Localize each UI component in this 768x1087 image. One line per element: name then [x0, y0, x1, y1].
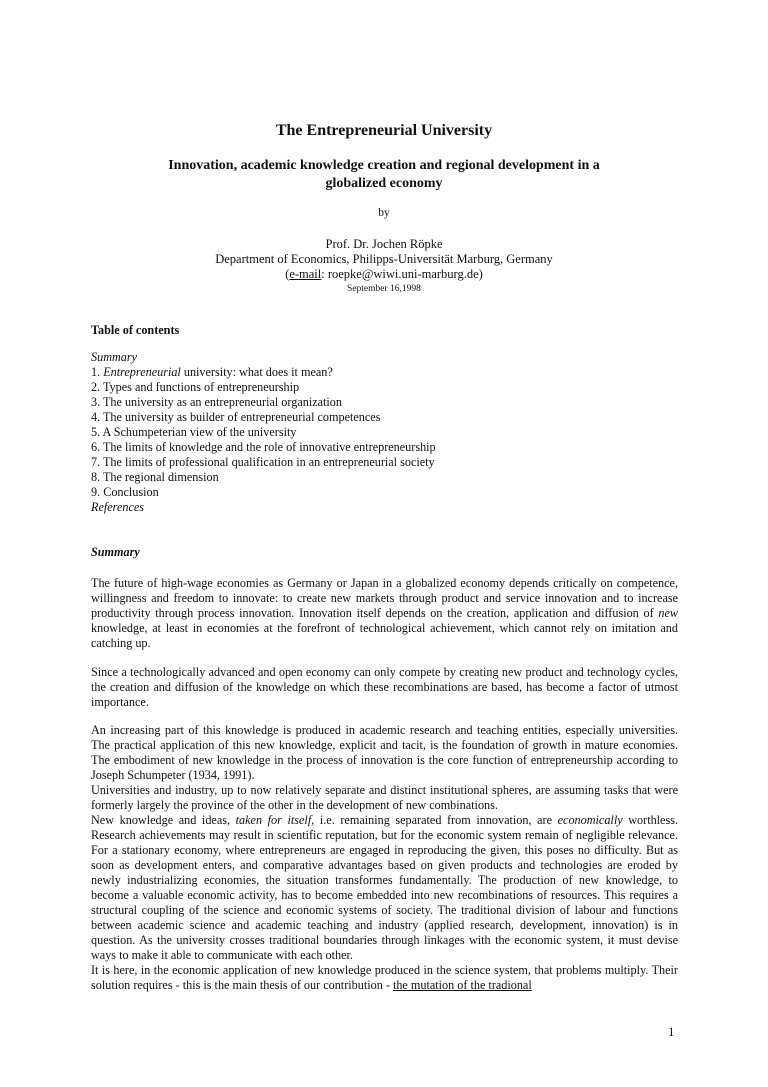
toc-item-4: 4. The university as builder of entrepreneurial competences	[91, 410, 381, 424]
by-label: by	[378, 207, 390, 219]
toc-item-1: 1. Entrepreneurial university: what does it mean?	[91, 365, 333, 379]
toc-item-summary: Summary	[91, 350, 138, 364]
date: September 16,1998	[347, 284, 421, 294]
paper-title: The Entrepreneurial University	[275, 122, 493, 139]
toc-item-8: 8. The regional dimension	[91, 470, 219, 484]
author-block	[0, 237, 768, 297]
department: Department of Economics, Philipps-Universität Marburg, Germany	[215, 252, 553, 266]
paragraph-3d: It is here, in the economic application of new knowledge produced in the science system, that problems multiply. Their solution requires - this is the main thesis of our contribution - the mutation of the tradional	[91, 963, 678, 992]
toc-item-references: References	[91, 500, 145, 514]
subtitle-line-1: Innovation, academic knowledge creation and regional development in a	[168, 158, 600, 173]
page-number: 1	[668, 1024, 675, 1039]
toc-item-7: 7. The limits of professional qualification in an entrepreneurial society	[91, 455, 435, 469]
author-name: Prof. Dr. Jochen Röpke	[325, 237, 443, 251]
email-line: (e-mail: roepke@wiwi.uni-marburg.de)	[285, 267, 483, 281]
toc-item-5: 5. A Schumpeterian view of the university	[91, 425, 297, 439]
summary-paragraph-3	[91, 723, 678, 993]
toc-list	[91, 350, 678, 515]
toc-item-6: 6. The limits of knowledge and the role of innovative entrepreneurship	[91, 440, 436, 454]
email-link-label[interactable]: e-mail	[289, 267, 322, 281]
summary-heading: Summary	[91, 545, 140, 559]
paragraph-3b: Universities and industry, up to now relatively separate and distinct institutional spheres, are assuming tasks that were formerly largely the province of the other in the development of new combinations.	[91, 783, 678, 812]
paper-subtitle	[0, 157, 768, 193]
email-address: : roepke@wiwi.uni-marburg.de)	[321, 267, 483, 281]
toc-item-9: 9. Conclusion	[91, 485, 159, 499]
summary-paragraph-2: Since a technologically advanced and open economy can only compete by creating new product and technology cycles, the creation and diffusion of the knowledge on which these recombinations are based, has become a factor of utmost importance.	[91, 665, 678, 709]
paragraph-3c: New knowledge and ideas, taken for itself, i.e. remaining separated from innovation, are economically worthless. Research achievements may result in scientific reputation, but for the economic system remain of negligible relevance. For a stationary economy, where entrepreneurs are engaged in reproducing the given, this poses no difficulty. But as soon as development enters, and comparative advantages based on given products and technologies are eroded by newly industrializing economies, the situation transformes fundamentally. The production of new knowledge, to become a valuable economic activity, has to become embedded into new recombinations of resources. This requires a structural coupling of the science and economic systems of society. The traditional division of labour and functions between academic science and academic teaching and industry (applied research, development, innovation) is in question. As the university crosses traditional boundaries through linkages with the economic system, it must devise ways to make it able to communicate with each other.	[91, 813, 679, 962]
paragraph-3a: An increasing part of this knowledge is produced in academic research and teaching entities, especially universities. The practical application of this new knowledge, explicit and tacit, is the foundation of growth in mature economies. The embodiment of new knowledge in the process of innovation is the core function of entrepreneurship according to Joseph Schumpeter (1934, 1991).	[91, 723, 678, 782]
toc-heading: Table of contents	[91, 323, 180, 337]
toc-item-2: 2. Types and functions of entrepreneurship	[91, 380, 300, 394]
subtitle-line-2: globalized economy	[325, 176, 443, 191]
toc-item-3: 3. The university as an entrepreneurial organization	[91, 395, 342, 409]
summary-paragraph-1: The future of high-wage economies as Germany or Japan in a globalized economy depends critically on competence, willingness and freedom to innovate: to create new markets through product and service innovation and to increase productivity through process innovation. Innovation itself depends on the creation, application and diffusion of new knowledge, at least in economies at the forefront of technological achievement, which cannot rely on imitation and catching up.	[91, 576, 678, 650]
